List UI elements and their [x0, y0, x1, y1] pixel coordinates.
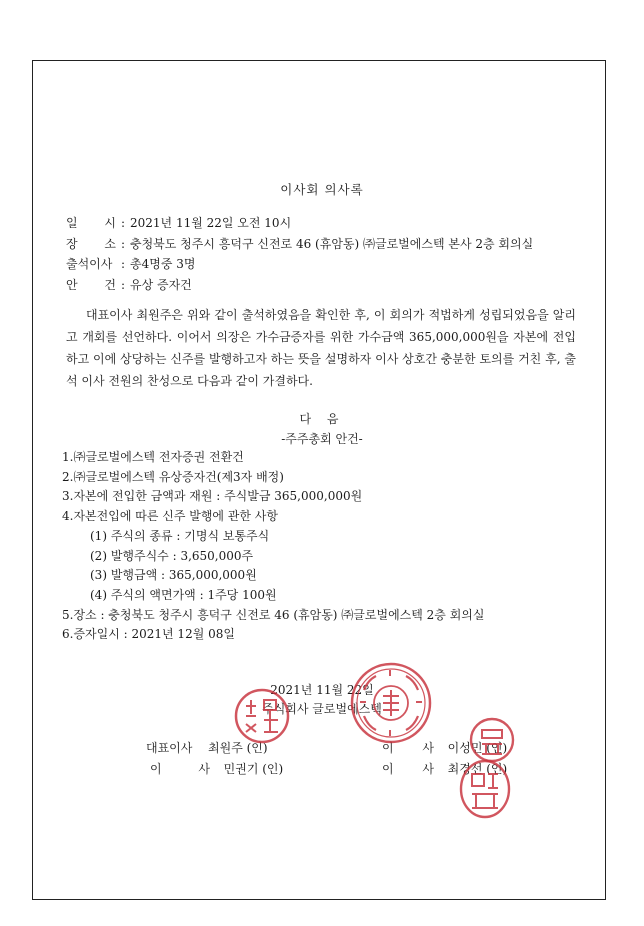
meeting-info: [66, 213, 533, 295]
list-item: 3.자본에 전입한 금액과 재원 : 주식발금 365,000,000원: [62, 489, 363, 504]
signature-name: 최경선 (인): [447, 762, 508, 776]
info-label: 안 건: [66, 277, 116, 292]
info-label: 출석이사: [66, 257, 113, 271]
document-title: 이사회 의사록: [280, 182, 364, 197]
list-item: 5.장소 : 충청북도 청주시 흥덕구 신전로 46 (휴암동) ㈜글로벌에스텍 2층 회의실: [62, 607, 485, 622]
signature-title: 이 사: [382, 741, 434, 755]
agenda-heading: -주주총회 안건-: [281, 432, 363, 446]
signature-title: 이 사: [150, 762, 210, 776]
list-subitem: (2) 발행주식수 : 3,650,000주: [90, 548, 254, 563]
document-date: 2021년 11월 22일: [270, 683, 374, 697]
info-row-agenda: 안 건 : 유상 증자건: [66, 275, 533, 296]
info-value: 유상 증자건: [130, 277, 192, 292]
signature-title: 이 사: [382, 762, 434, 776]
list-item: 4.자본전입에 따른 신주 발행에 관한 사항: [62, 509, 278, 524]
signature-name: 이성민 (인): [447, 741, 508, 755]
info-label: 일 시: [66, 216, 116, 230]
list-item: 2.㈜글로벌에스텍 유상증자건(제3자 배정): [62, 469, 284, 484]
resolution-list: [62, 448, 484, 645]
list-item: 6.증자일시 : 2021년 12월 08일: [62, 627, 235, 642]
list-subitem: (3) 발행금액 : 365,000,000원: [90, 568, 257, 583]
info-value: 총4명중 3명: [130, 257, 196, 271]
signature-name: 민권기 (인): [223, 762, 284, 776]
company-name: 주식회사 글로벌에스텍: [262, 702, 382, 716]
signature-ceo: [146, 739, 268, 756]
signature-director-3: [382, 760, 507, 777]
list-subitem: (1) 주식의 종류 : 기명식 보통주식: [90, 528, 270, 543]
section-heading: 다 음: [299, 412, 345, 426]
body-paragraph: 대표이사 최원주은 위와 같이 출석하였음을 확인한 후, 이 회의가 적법하게 성립되었음을 알리고 개회를 선언하다. 이어서 의장은 가수금증자를 위한 가수금액 365,000,000원을 자본에 전입하고 이에 상당하는 신주를 발행하고자 하는 뜻을 설명하자 이사 상호간 충분한 토의를 거친 후, 출석 이사 전원의 찬성으로 다음과 같이 가결하다.: [66, 308, 576, 388]
info-value: 2021년 11월 22일 오전 10시: [130, 216, 292, 230]
signature-title: 대표이사: [146, 741, 193, 755]
list-item: 1.㈜글로벌에스텍 전자증권 전환건: [62, 450, 244, 464]
signature-name: 최원주 (인): [208, 741, 268, 755]
signature-director-2: [150, 760, 283, 777]
signature-director-1: [382, 739, 507, 756]
list-subitem: (4) 주식의 액면가액 : 1주당 100원: [90, 587, 277, 602]
info-value: 충청북도 청주시 흥덕구 신전로 46 (휴암동) ㈜글로벌에스텍 본사 2층 회의실: [130, 236, 534, 251]
info-row-attendance: 출석이사 : 총4명중 3명: [66, 254, 533, 275]
info-row-place: 장 소 : 충청북도 청주시 흥덕구 신전로 46 (휴암동) ㈜글로벌에스텍 본사 2층 회의실: [66, 234, 533, 255]
info-row-datetime: 일 시 : 2021년 11월 22일 오전 10시: [66, 213, 533, 234]
info-label: 장 소: [66, 236, 116, 251]
